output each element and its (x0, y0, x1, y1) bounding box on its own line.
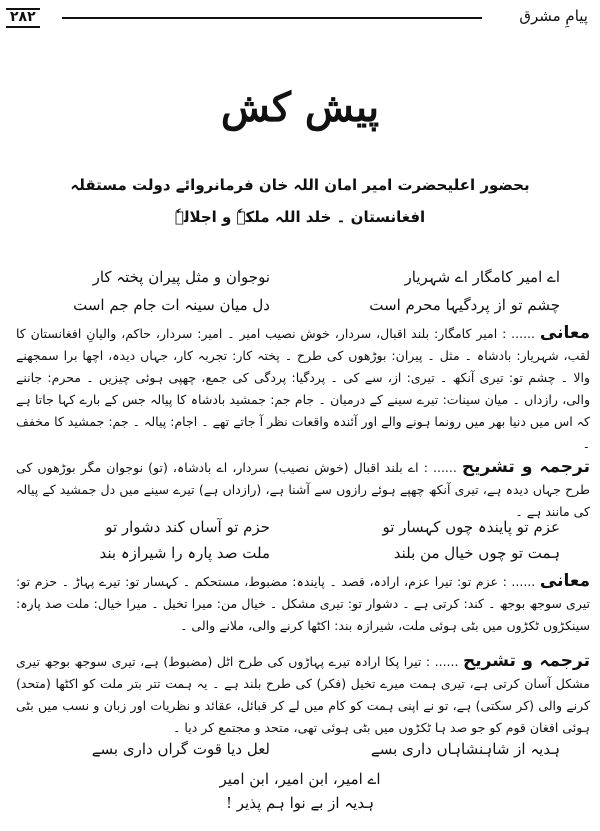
section-text: امیر کامگار: بلند اقبال، سردار، خوش نصیب امیر ۔ امیر: سردار، حاکم، والیانِ افغانستان کا لقب، شہریار: بادشاہ ۔ مثل ۔ پیران: بوڑھوں کی طرح ۔ پختہ کار: تجربہ کار، جہاں دیدہ، اچھا برا سمجھنے والا ۔ چشم تو: تیری آنکھ ۔ تیری: از، سے کی ۔ پردگیا: پردگی کی جمع، چھپی ہوئی چیزیں ۔ محرم: جاننے والی، رازداں ۔ میان سینات: تیرے سینے کے درمیان ۔ جام جم: جمشید بادشاہ کا پیالہ جس کے بارے کہا جاتا ہے کہ اس میں دنیا بھر میں رونما ہونے والے اور آئندہ واقعات نظر آ جاتے تھے ۔ اجام: پیالہ ۔ جم: جمشید کا مخفف ۔ (16, 326, 590, 451)
misra-1: عزم تو پایندہ چوں کہسار تو (382, 518, 560, 536)
glossary-section-2: معانی ...... : عزم تو: تیرا عزم، ارادہ، قصد ۔ پایندہ: مضبوط، مستحکم ۔ کہسار تو: تیرے پہاڑ ۔ حزم تو: تیری سوجھ بوجھ ۔ کند: کرتی ہے ۔ دشوار تو: تیری مشکل ۔ خیال من: میرا تخیل ۔ میرا خیال: ملت صد پارہ: سینکڑوں ٹکڑوں میں بٹی ہوئی ملت، شیرازہ بند: اکٹھا کرنے والی، ملانے والی ۔ (16, 571, 590, 633)
running-header (0, 0, 600, 34)
closing-line-2: ہدیہ از بے نوا ہم پذیر ! (225, 794, 374, 812)
couplet-3 (30, 518, 570, 542)
dedication-line-2: افغانستان ۔ خلد اللہ ملکہٗ و اجلالہٗ (174, 208, 426, 226)
misra-2: لعل دیا قوت گراں داری بسے (91, 740, 270, 758)
misra-1: ہمت تو چوں خیال من بلند (393, 544, 560, 562)
section-label: ترجمہ و تشریح (463, 651, 590, 671)
section-text: عزم تو: تیرا عزم، ارادہ، قصد ۔ پایندہ: مضبوط، مستحکم ۔ کہسار تو: تیرے پہاڑ ۔ حزم تو: تیری سوجھ بوجھ ۔ کند: کرتی ہے ۔ دشوار تو: تیری مشکل ۔ خیال من: میرا تخیل ۔ میرا خیال: ملت صد پارہ: سینکڑوں ٹکڑوں میں بٹی ہوئی ملت، شیرازہ بند: اکٹھا کرنے والی، ملانے والی ۔ (16, 574, 590, 633)
dedication-line-1: بحضور اعلیحضرت امیر امان اللہ خان فرمانروائے دولت مستقلہ (70, 176, 530, 194)
couplet-1 (30, 268, 570, 292)
misra-2: دل میان سینہ ات جام جم است (73, 296, 270, 314)
misra-2: ملت صد پارہ را شیرازہ بند (99, 544, 270, 562)
section-label: معانی (539, 323, 590, 343)
header-rule (62, 17, 482, 19)
translation-section-2: ترجمہ و تشریح ...... : تیرا پکا ارادہ تیرے پہاڑوں کی طرح اٹل (مضبوط) ہے، تیری سوجھ بوجھ تیری مشکل آسان کرتی ہے، تیری ہمت میرے تخیل (فکر) کی طرح بلند ہے ۔ یہ ہمت تتر بتر ملت کو اکٹھا (متحد) کرنے والی (کر سکتی) ہے، تو نے اپنی ہمت کو کام میں لے کر قبائل، عقائد و نظریات اور زبان و نسب میں بٹی ہوئی افغان قوم کو جو صد ہا ٹکڑوں میں بٹی ہوئی تھی، متحد و مجتمع کر دیا ۔ (16, 651, 590, 735)
closing-line-1: اے امیر، ابن امیر، ابن امیر (219, 770, 381, 788)
couplet-2 (30, 296, 570, 320)
glossary-section-1: معانی ...... : امیر کامگار: بلند اقبال، سردار، خوش نصیب امیر ۔ امیر: سردار، حاکم، والیانِ افغانستان کا لقب، شہریار: بادشاہ ۔ مثل ۔ پیران: بوڑھوں کی طرح ۔ پختہ کار: تجربہ کار، جہاں دیدہ، اچھا برا سمجھنے والا ۔ چشم تو: تیری آنکھ ۔ تیری: از، سے کی ۔ پردگیا: پردگی کی جمع، چھپی ہوئی چیزیں ۔ محرم: جاننے والی، رازداں ۔ میان سینات: تیرے سینے کے درمیان ۔ جام جم: جمشید بادشاہ کا پیالہ جس کے بارے کہا جاتا ہے کہ اس میں دنیا بھر میں رونما ہونے والے اور آئندہ واقعات نظر آ جاتے تھے ۔ اجام: پیالہ ۔ جم: جمشید کا مخفف ۔ (16, 323, 590, 451)
journal-title: پیامِ مشرق (519, 7, 588, 25)
misra-2: حزم تو آساں کند دشوار تو (105, 518, 270, 536)
misra-1: چشم تو از پردگیہا محرم است (369, 296, 560, 314)
misra-1: ہدیہ از شاہنشاہاں داری بسے (370, 740, 560, 758)
misra-1: اے امیر کامگار اے شہریار (404, 268, 560, 286)
misra-2: نوجوان و مثل پیران پختہ کار (92, 268, 270, 286)
section-text: اے بلند اقبال (خوش نصیب) سردار، اے بادشاہ، (تو) نوجوان مگر بوڑھوں کی طرح جہاں دیدہ ہے، تیری آنکھ چھپے ہوئے رازوں سے آشنا ہے، (رازداں ہے) تیرے سینے میں دل جمشید کے پیالہ کی مانند ہے ۔ (16, 460, 590, 519)
couplet-4 (30, 544, 570, 568)
section-label: معانی (539, 571, 590, 591)
page-title: پیش کش (220, 84, 380, 131)
section-text: تیرا پکا ارادہ تیرے پہاڑوں کی طرح اٹل (مضبوط) ہے، تیری سوجھ بوجھ تیری مشکل آسان کرتی ہے، تیری ہمت میرے تخیل (فکر) کی طرح بلند ہے ۔ یہ ہمت تتر بتر ملت کو اکٹھا (متحد) کرنے والی (کر سکتی) ہے، تو نے اپنی ہمت کو کام میں لے کر قبائل، عقائد و نظریات اور زبان و نسب میں بٹی ہوئی افغان قوم کو جو صد ہا ٹکڑوں میں بٹی ہوئی تھی، متحد و مجتمع کر دیا ۔ (16, 654, 590, 735)
couplet-5 (30, 740, 570, 764)
section-label: ترجمہ و تشریح (461, 457, 590, 477)
page-number: ۲۸۲ (6, 8, 40, 28)
translation-section-1: ترجمہ و تشریح ...... : اے بلند اقبال (خوش نصیب) سردار، اے بادشاہ، (تو) نوجوان مگر بوڑھوں کی طرح جہاں دیدہ ہے، تیری آنکھ چھپے ہوئے رازوں سے آشنا ہے، (رازداں ہے) تیرے سینے میں دل جمشید کے پیالہ کی مانند ہے ۔ (16, 457, 590, 519)
